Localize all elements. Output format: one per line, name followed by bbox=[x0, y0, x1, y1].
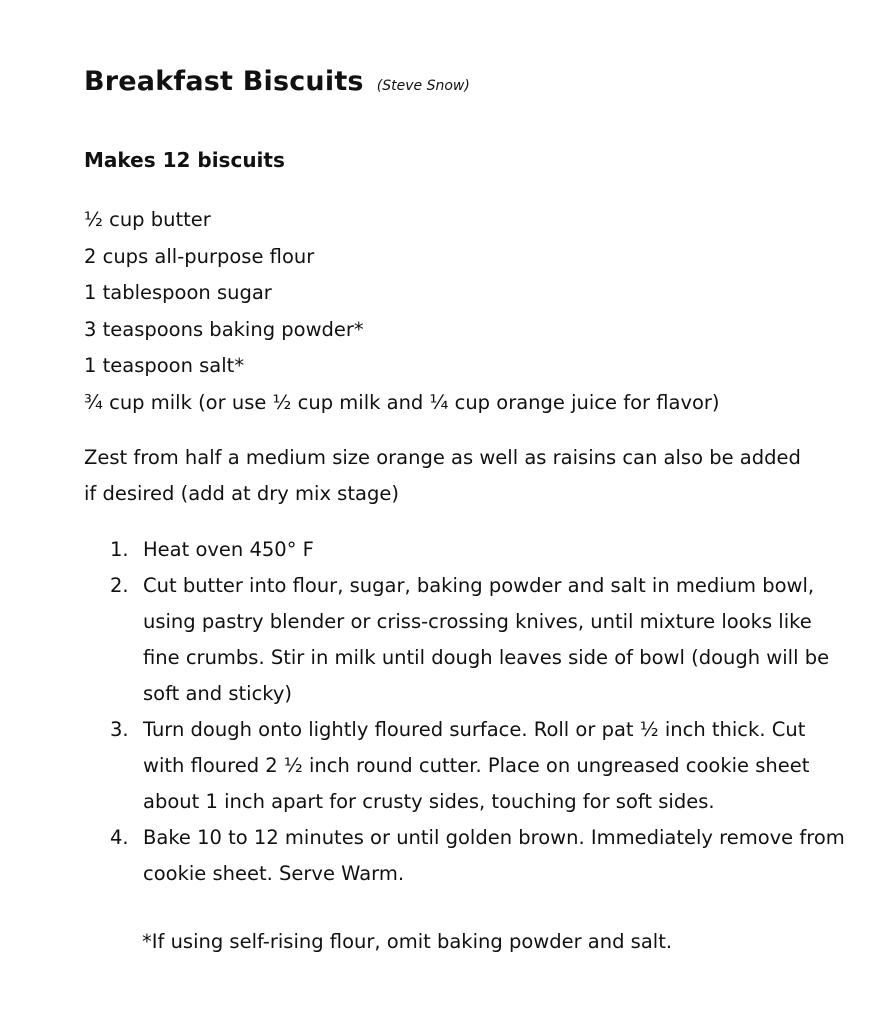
recipe-title: Breakfast Biscuits bbox=[84, 66, 364, 97]
step-number: 3. bbox=[110, 718, 129, 741]
step-item bbox=[110, 712, 850, 820]
step-number: 1. bbox=[110, 538, 129, 561]
step-number: 4. bbox=[110, 826, 129, 849]
recipe-author: (Steve Snow) bbox=[376, 78, 470, 94]
footnote: *If using self-rising flour, omit baking powder and salt. bbox=[142, 930, 673, 953]
ingredient-item: ¾ cup milk (or use ½ cup milk and ¼ cup orange juice for flavor) bbox=[84, 390, 720, 414]
ingredient-list bbox=[84, 202, 720, 421]
step-text: Cut butter into flour, sugar, baking powder and salt in medium bowl, using pastry blender or criss-crossing knives, until mixture looks like fine crumbs. Stir in milk until dough leaves side of bowl (dough will be soft and sticky) bbox=[143, 574, 830, 705]
step-number: 2. bbox=[110, 574, 129, 597]
title-row bbox=[84, 66, 470, 97]
step-item bbox=[110, 820, 850, 892]
ingredient-item: 2 cups all-purpose flour bbox=[84, 244, 315, 268]
step-text: Turn dough onto lightly floured surface. Roll or pat ½ inch thick. Cut with floured 2 ½ inch round cutter. Place on ungreased cookie sheet about 1 inch apart for crusty sides, touching for soft sides. bbox=[143, 718, 810, 813]
optional-note: Zest from half a medium size orange as well as raisins can also be added if desired (add at dry mix stage) bbox=[84, 446, 801, 505]
ingredient-item: 3 teaspoons baking powder* bbox=[84, 317, 364, 341]
step-text: Heat oven 450° F bbox=[143, 538, 314, 561]
step-list bbox=[110, 532, 850, 892]
recipe-yield: Makes 12 biscuits bbox=[84, 148, 285, 172]
ingredient-item: 1 teaspoon salt* bbox=[84, 354, 245, 377]
step-item bbox=[110, 532, 850, 568]
step-item bbox=[110, 568, 850, 712]
step-text: Bake 10 to 12 minutes or until golden brown. Immediately remove from cookie sheet. Serve Warm. bbox=[143, 826, 845, 885]
ingredient-item: 1 tablespoon sugar bbox=[84, 281, 272, 304]
ingredient-item: ½ cup butter bbox=[84, 208, 211, 231]
